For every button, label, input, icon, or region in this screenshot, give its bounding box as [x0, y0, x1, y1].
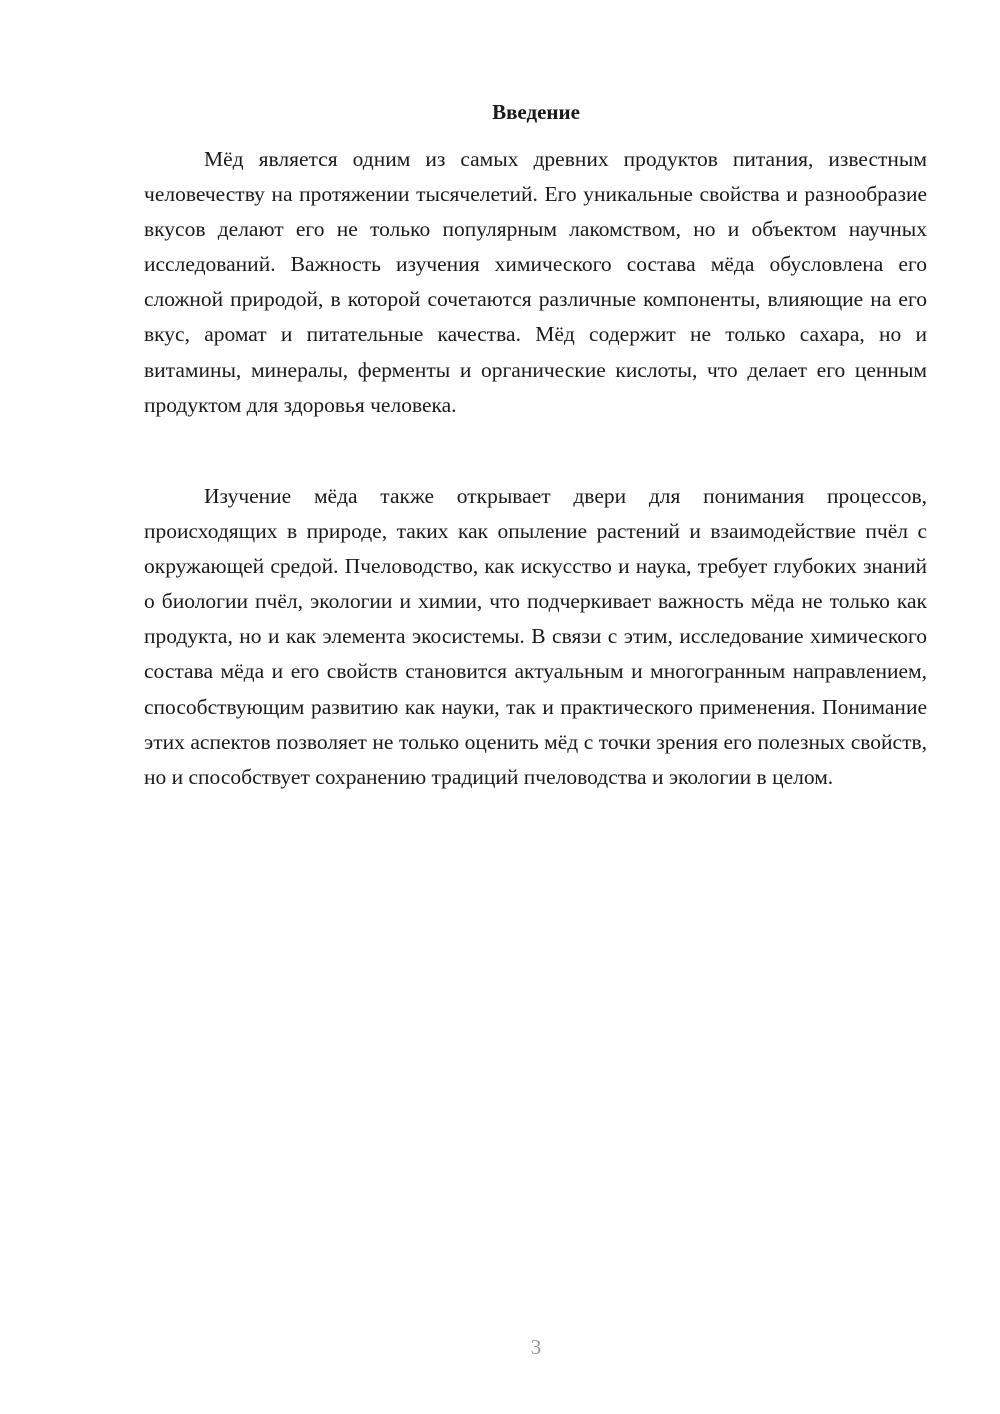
section-heading: Введение — [492, 100, 580, 124]
paragraph-1: Мёд является одним из самых древних продуктов питания, известным человечеству на протяжении тысячелетий. Его уникальные свойства и разнообразие вкусов делают его не только популярным лакомством, но и объектом научных исследований. Важность изучения химического состава мёда обусловлена его сложной природой, в которой сочетаются различные компоненты, влияющие на его вкус, аромат и питательные качества. Мёд содержит не только сахара, но и витамины, минералы, ферменты и органические кислоты, что делает его ценным продуктом для здоровья человека. — [144, 147, 927, 417]
page-number: 3 — [530, 1335, 542, 1359]
paragraph-2: Изучение мёда также открывает двери для понимания процессов, происходящих в природе, таких как опыление растений и взаимодействие пчёл с окружающей средой. Пчеловодство, как искусство и наука, требует глубоких знаний о биологии пчёл, экологии и химии, что подчеркивает важность мёда не только как продукта, но и как элемента экосистемы. В связи с этим, исследование химического состава мёда и его свойств становится актуальным и многогранным направлением, способствующим развитию как науки, так и практического применения. Понимание этих аспектов позволяет не только оценить мёд с точки зрения его полезных свойств, но и способствует сохранению традиций пчеловодства и экологии в целом. — [144, 484, 927, 789]
